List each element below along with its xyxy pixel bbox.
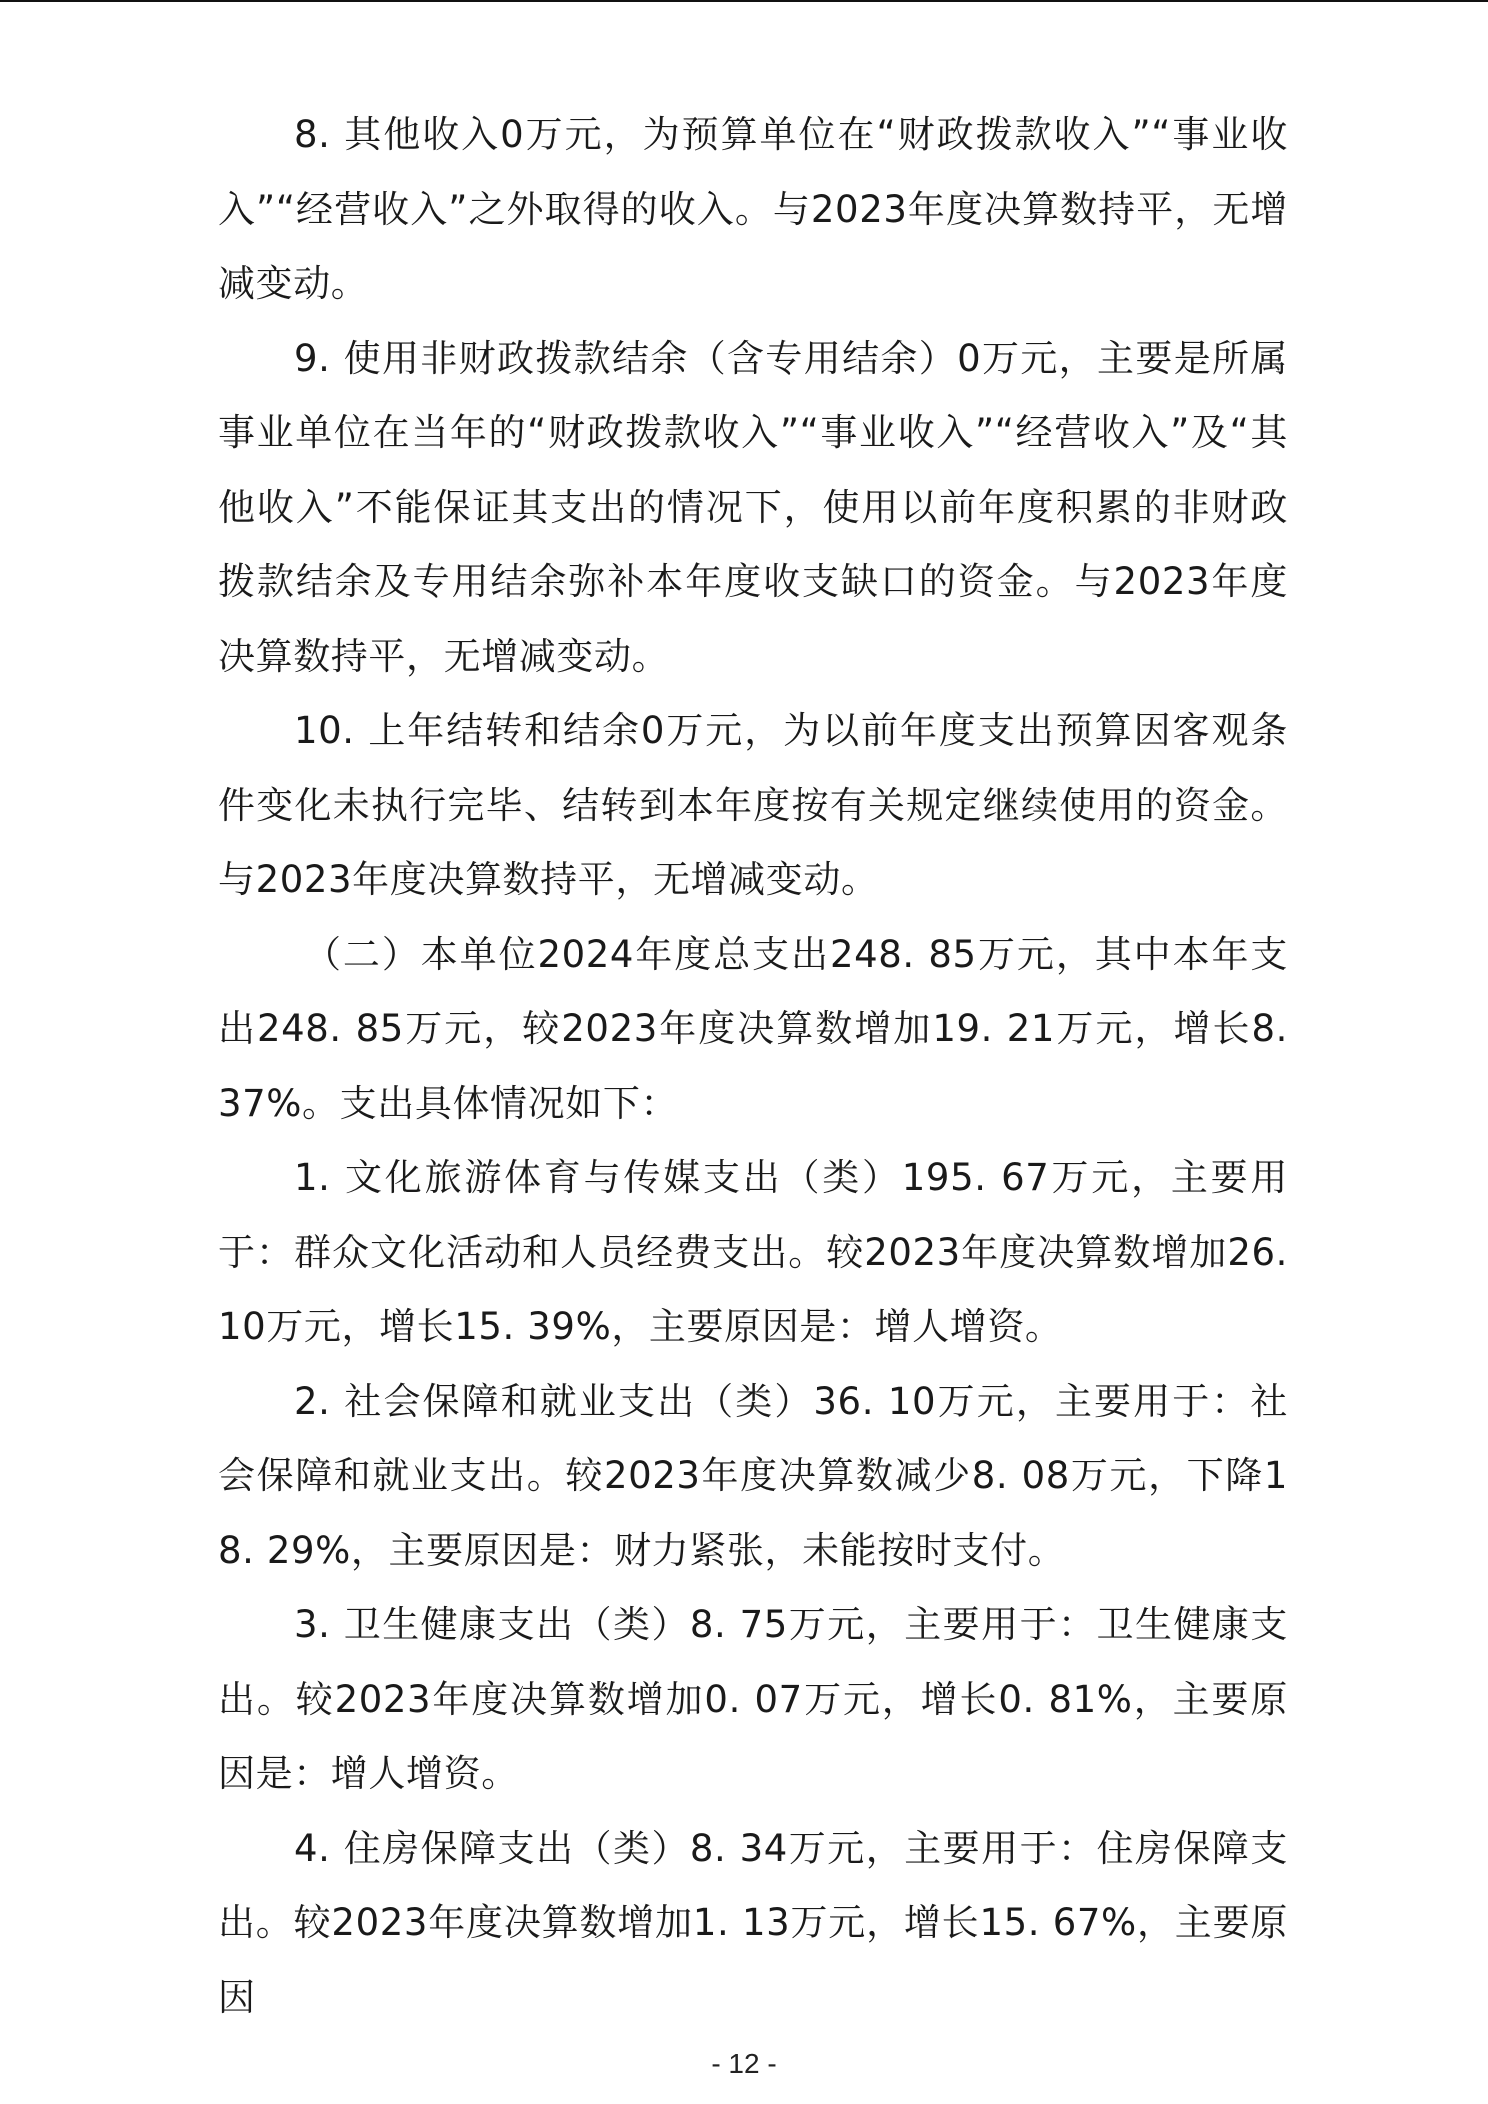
paragraph-social-security-expenditure: 2. 社会保障和就业支出（类）36. 10万元，主要用于：社会保障和就业支出。较2023年度决算数减少8. 08万元，下降18. 29%，主要原因是：财力紧张，未能按时支付。 — [218, 1379, 1288, 1572]
paragraph-health-expenditure: 3. 卫生健康支出（类）8. 75万元，主要用于：卫生健康支出。较2023年度决算数增加0. 07万元，增长0. 81%，主要原因是：增人增资。 — [218, 1603, 1288, 1795]
paragraph-total-expenditure: （二）本单位2024年度总支出248. 85万元，其中本年支出248. 85万元，较2023年度决算数增加19. 21万元，增长8. 37%。支出具体情况如下： — [218, 932, 1288, 1125]
paragraph-other-income: 8. 其他收入0万元，为预算单位在“财政拨款收入”“事业收入”“经营收入”之外取得的收入。与2023年度决算数持平，无增减变动。 — [218, 113, 1288, 305]
page-number: - 12 - — [711, 2048, 777, 2079]
document-body — [218, 98, 1288, 2035]
paragraph-housing-expenditure: 4. 住房保障支出（类）8. 34万元，主要用于：住房保障支出。较2023年度决算数增加1. 13万元，增长15. 67%，主要原因 — [218, 1826, 1288, 2019]
paragraph-culture-tourism-expenditure: 1. 文化旅游体育与传媒支出（类）195. 67万元，主要用于：群众文化活动和人员经费支出。较2023年度决算数增加26. 10万元，增长15. 39%，主要原因是：增人增资。 — [218, 1156, 1288, 1348]
paragraph-carryover-balance: 10. 上年结转和结余0万元，为以前年度支出预算因客观条件变化未执行完毕、结转到本年度按有关规定继续使用的资金。与2023年度决算数持平，无增减变动。 — [218, 709, 1288, 901]
paragraph-non-fiscal-balance: 9. 使用非财政拨款结余（含专用结余）0万元，主要是所属事业单位在当年的“财政拨款收入”“事业收入”“经营收入”及“其他收入”不能保证其支出的情况下，使用以前年度积累的非财政拨款结余及专用结余弥补本年度收支缺口的资金。与2023年度决算数持平，无增减变动。 — [218, 336, 1288, 678]
